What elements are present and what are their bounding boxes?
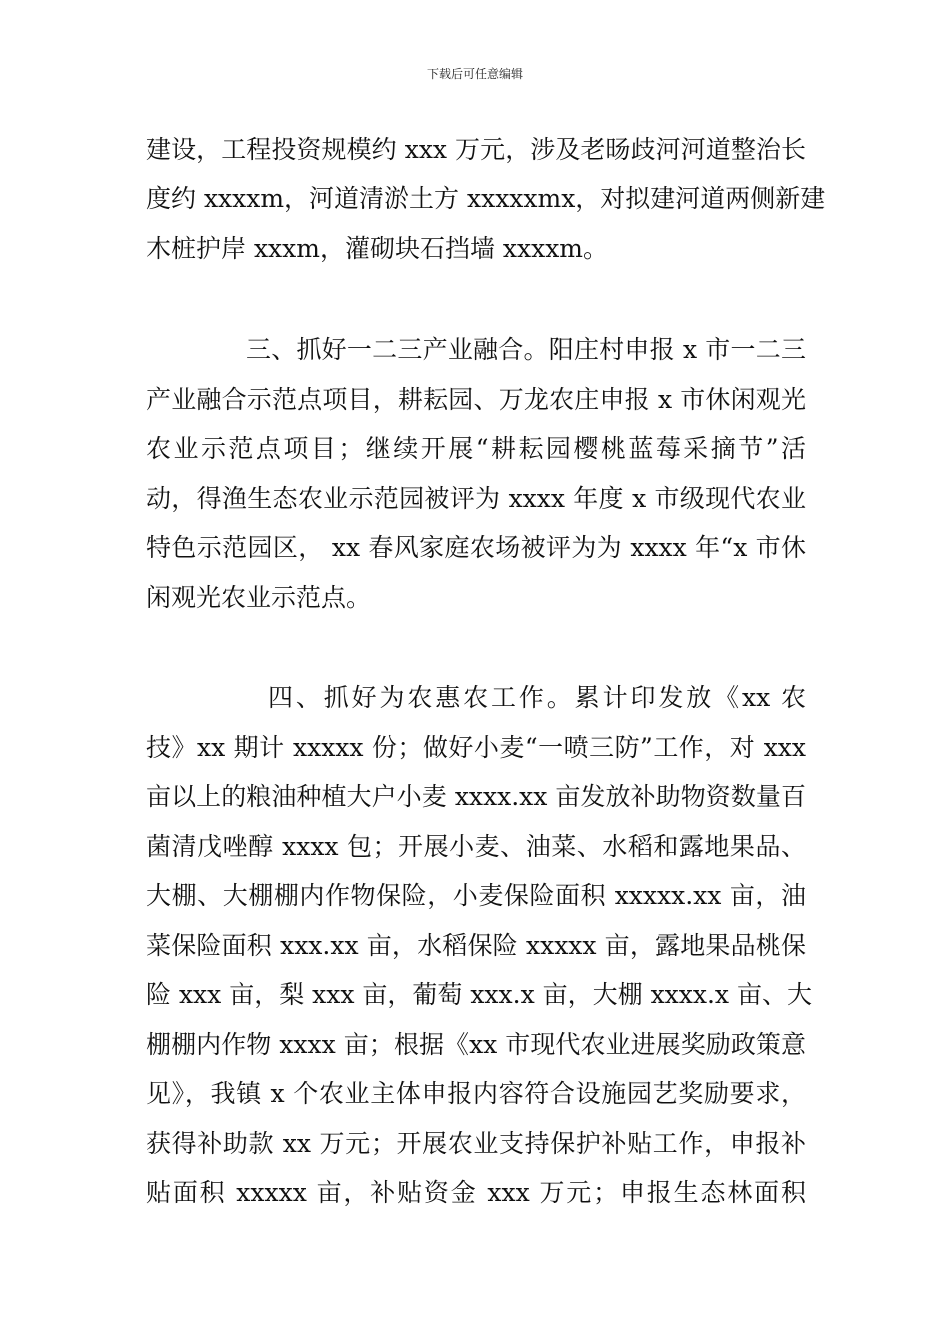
- paragraph-3-line-4: 菌清戊唑醇 xxxx 包；开展小麦、油菜、水稻和露地果品、: [146, 832, 806, 861]
- paragraph-3-line-11: 贴面积 xxxxx 亩，补贴资金 xxx 万元；申报生态林面积: [146, 1178, 806, 1207]
- paragraph-2-line-4: 动，得渔生态农业示范园被评为 xxxx 年度 x 市级现代农业: [146, 484, 806, 513]
- paragraph-2-line-5: 特色示范园区， xx 春风家庭农场被评为为 xxxx 年“x 市休: [146, 533, 806, 562]
- paragraph-2-line-6: 闲观光农业示范点。: [146, 583, 372, 612]
- paragraph-3-line-7: 险 xxx 亩，梨 xxx 亩，葡萄 xxx.x 亩，大棚 xxxx.x 亩、大: [146, 980, 812, 1009]
- paragraph-1-line-1: 建设，工程投资规模约 xxx 万元，涉及老旸歧河河道整治长: [146, 135, 806, 164]
- paragraph-3-line-10: 获得补助款 xx 万元；开展农业支持保护补贴工作，申报补: [146, 1129, 806, 1158]
- paragraph-3-line-8: 棚棚内作物 xxxx 亩；根据《xx 市现代农业进展奖励政策意: [146, 1030, 806, 1059]
- page-header-note: 下载后可任意编辑: [426, 67, 523, 81]
- paragraph-1-line-3: 木桩护岸 xxxm，灌砌块石挡墙 xxxxm。: [146, 234, 609, 263]
- paragraph-3-line-6: 菜保险面积 xxx.xx 亩，水稻保险 xxxxx 亩，露地果品桃保: [146, 931, 806, 960]
- paragraph-2-line-1: 三、抓好一二三产业融合。阳庄村申报 x 市一二三: [246, 335, 806, 364]
- paragraph-1-line-2: 度约 xxxxm，河道清淤土方 xxxxxmx，对拟建河道两侧新建: [146, 184, 826, 213]
- paragraph-3-line-3: 亩以上的粮油种植大户小麦 xxxx.xx 亩发放补助物资数量百: [146, 782, 806, 811]
- paragraph-3-line-5: 大棚、大棚棚内作物保险，小麦保险面积 xxxxx.xx 亩，油: [146, 881, 806, 910]
- paragraph-2-line-2: 产业融合示范点项目，耕耘园、万龙农庄申报 x 市休闲观光: [146, 385, 806, 414]
- paragraph-3-line-2: 技》xx 期计 xxxxx 份；做好小麦“一喷三防”工作，对 xxx: [146, 733, 806, 762]
- paragraph-2-line-3: 农业示范点项目；继续开展“耕耘园樱桃蓝莓采摘节”活: [146, 434, 806, 463]
- paragraph-3-line-1: 四、抓好为农惠农工作。累计印发放《xx 农: [268, 683, 806, 712]
- paragraph-3-line-9: 见》，我镇 x 个农业主体申报内容符合设施园艺奖励要求，: [146, 1079, 806, 1108]
